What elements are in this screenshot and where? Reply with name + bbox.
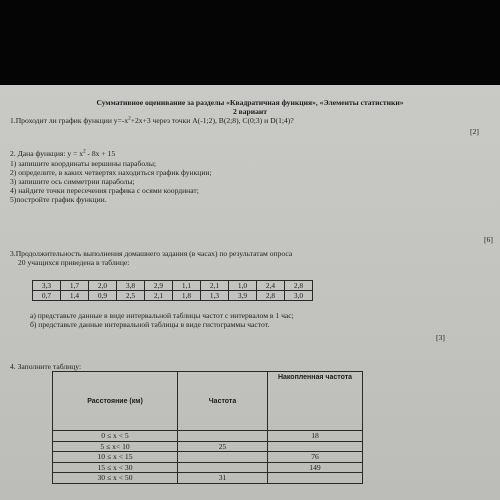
hours-cell: 2,1 (201, 281, 229, 291)
hours-cell: 2,5 (117, 291, 145, 301)
header-frequency: Частота (178, 372, 268, 431)
frequency-cell[interactable] (178, 462, 268, 473)
hours-cell: 2,0 (89, 281, 117, 291)
hours-cell: 0,9 (89, 291, 117, 301)
hours-row-2 (33, 291, 313, 301)
distance-table-header (53, 372, 363, 431)
task2-title-before: 2. Дана функция: y = x (10, 149, 84, 158)
task2-item: 2) определите, в каких четвертях находиться график функции; (10, 168, 212, 177)
table-row (53, 473, 363, 484)
hours-cell: 1,8 (173, 291, 201, 301)
hours-cell: 1,1 (173, 281, 201, 291)
hours-cell: 2,1 (145, 291, 173, 301)
frequency-cell[interactable] (178, 431, 268, 442)
table-row (53, 441, 363, 452)
task1-text (10, 116, 294, 125)
task2-item: 5)постройте график функции. (10, 195, 107, 204)
hours-cell: 2,8 (257, 291, 285, 301)
table-row (53, 431, 363, 442)
task3-sub-b: б) представьте данные интервальной таблицы в виде гистограммы частот. (30, 320, 270, 329)
frequency-cell[interactable]: 25 (178, 441, 268, 452)
header-cumulative: Накопленная частота (268, 372, 363, 431)
task4-title: 4. Заполните таблицу: (10, 362, 82, 371)
hours-cell: 1,4 (61, 291, 89, 301)
worksheet-title: Суммативное оценивание за разделы «Квадратичная функция», «Элементы статистики» (96, 98, 404, 107)
range-cell: 30 ≤ x < 50 (53, 473, 178, 484)
task1-text-after: +2x+3 через точки A(-1;2), B(2;8), C(0;3) и D(1;4)? (130, 116, 294, 125)
task2-score: [6] (484, 235, 493, 244)
cumulative-cell[interactable]: 18 (268, 431, 363, 442)
task2-title-after: - 8x + 15 (85, 149, 116, 158)
task3-score: [3] (436, 333, 445, 342)
range-cell: 15 ≤ x < 30 (53, 462, 178, 473)
frequency-cell[interactable] (178, 452, 268, 463)
hours-cell: 3,0 (285, 291, 313, 301)
task2-sup: 2 (83, 149, 86, 155)
hours-cell: 0,7 (33, 291, 61, 301)
cumulative-cell[interactable] (268, 473, 363, 484)
task1-sup: 2 (128, 116, 131, 122)
task2-title (10, 149, 115, 158)
hours-table (32, 280, 313, 301)
worksheet-page (0, 85, 500, 500)
task3-sub-a: а) представьте данные в виде интервальной таблицы частот с интервалом в 1 час; (30, 311, 294, 320)
hours-cell: 2,8 (285, 281, 313, 291)
cumulative-cell[interactable]: 76 (268, 452, 363, 463)
cumulative-cell[interactable]: 149 (268, 462, 363, 473)
frequency-cell[interactable]: 31 (178, 473, 268, 484)
task2-item: 1) запишите координаты вершины параболы; (10, 159, 157, 168)
header-distance: Расстояние (км) (53, 372, 178, 431)
task2-item: 3) запишите ось симметрии параболы; (10, 177, 135, 186)
hours-cell: 1,0 (229, 281, 257, 291)
range-cell: 5 ≤ x< 10 (53, 441, 178, 452)
task1-text-before: 1.Проходит ли график функции y=-x (10, 116, 129, 125)
range-cell: 10 ≤ x < 15 (53, 452, 178, 463)
hours-cell: 1,3 (201, 291, 229, 301)
hours-cell: 2,4 (257, 281, 285, 291)
variant-label: 2 вариант (232, 107, 268, 116)
hours-cell: 2,9 (145, 281, 173, 291)
cumulative-cell[interactable] (268, 441, 363, 452)
hours-cell: 1,7 (61, 281, 89, 291)
hours-cell: 3,3 (33, 281, 61, 291)
task1-score: [2] (470, 127, 479, 136)
task3-line1: 3.Продолжительность выполнения домашнего задания (в часах) по результатам опроса (10, 249, 293, 258)
task3-line2: 20 учащихся приведена в таблице: (18, 258, 130, 267)
hours-row-1 (33, 281, 313, 291)
distance-table (52, 371, 363, 484)
hours-cell: 3,8 (117, 281, 145, 291)
table-row (53, 462, 363, 473)
hours-cell: 3,9 (229, 291, 257, 301)
task2-item: 4) найдите точки пересечения графика с осями координат; (10, 186, 199, 195)
range-cell: 0 ≤ x < 5 (53, 431, 178, 442)
table-row (53, 452, 363, 463)
